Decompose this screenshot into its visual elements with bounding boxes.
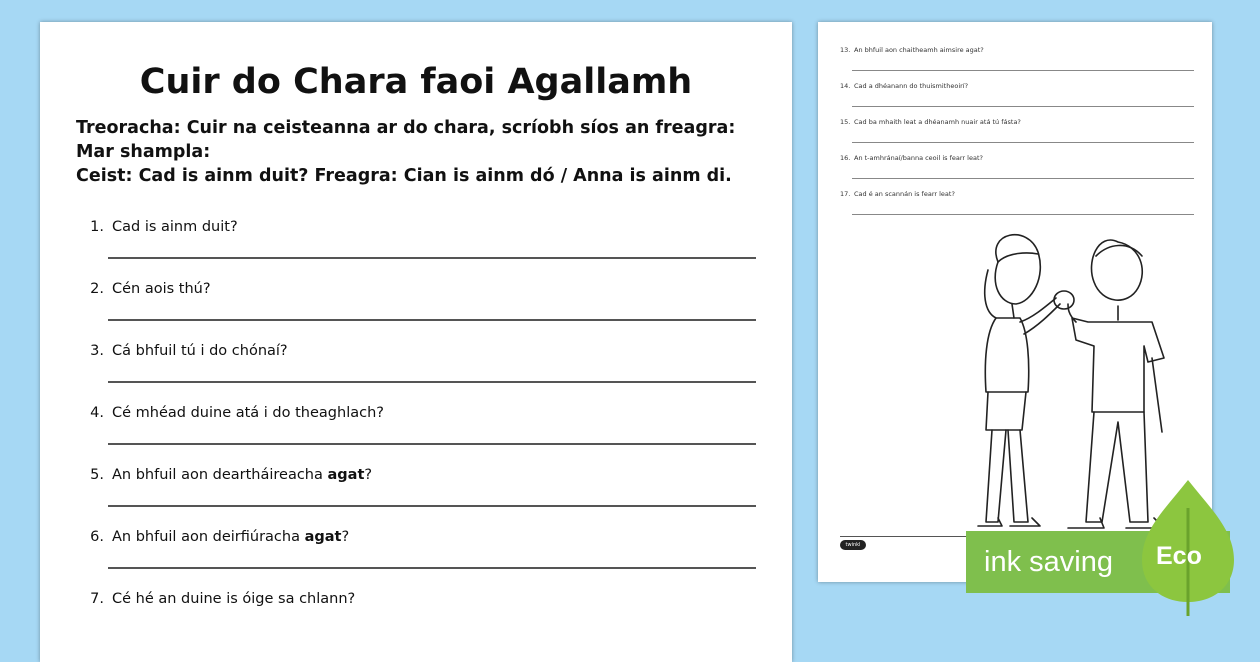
answer-line[interactable] [108, 381, 756, 383]
question-7 [84, 591, 756, 631]
question-text: An bhfuil aon chaitheamh aimsire agat? [854, 46, 984, 54]
instruction-line: Treoracha: Cuir na ceisteanna ar do chara, scríobh síos an freagra: [76, 118, 736, 138]
question-number: 3. [90, 343, 104, 359]
question-3 [84, 343, 756, 383]
ink-saving-label: ink saving [984, 545, 1113, 578]
question-1 [84, 219, 756, 259]
question-14 [840, 82, 1194, 112]
question-text: Cad ba mhaith leat a dhéanamh nuair atá tú fásta? [854, 118, 1021, 126]
worksheet-page-1 [40, 22, 792, 662]
question-17 [840, 190, 1194, 220]
question-5 [84, 467, 756, 507]
answer-line[interactable] [852, 142, 1194, 143]
question-number: 14. [840, 82, 851, 90]
worksheet-title: Cuir do Chara faoi Agallamh [139, 62, 693, 102]
answer-line[interactable] [108, 319, 756, 321]
question-number: 15. [840, 118, 851, 126]
question-number: 1. [90, 219, 104, 235]
question-text: An bhfuil aon deartháireacha agat? [112, 467, 373, 483]
instructions [76, 116, 772, 188]
question-number: 17. [840, 190, 851, 198]
question-2 [84, 281, 756, 321]
question-text: Cad is ainm duit? [112, 219, 238, 235]
question-13 [840, 46, 1194, 76]
question-number: 2. [90, 281, 104, 297]
twinkl-logo [840, 540, 866, 550]
question-text: Cad a dhéanann do thuismitheoirí? [854, 82, 969, 90]
question-text: An bhfuil aon deirfiúracha agat? [112, 529, 350, 545]
question-text: Cad é an scannán is fearr leat? [854, 190, 955, 198]
question-number: 6. [90, 529, 104, 545]
answer-line[interactable] [852, 106, 1194, 107]
question-text: Cá bhfuil tú i do chónaí? [112, 343, 288, 359]
question-number: 7. [90, 591, 104, 607]
answer-line[interactable] [108, 567, 756, 569]
eco-badge-text: Eco [1156, 542, 1202, 570]
answer-line[interactable] [852, 214, 1194, 215]
instruction-line: Mar shampla: [76, 142, 211, 162]
logo-text: twinkl [845, 542, 861, 548]
question-6 [84, 529, 756, 569]
instruction-line: Ceist: Cad is ainm duit? Freagra: Cian is ainm dó / Anna is ainm di. [76, 166, 732, 186]
question-text: Cé mhéad duine atá i do theaghlach? [112, 405, 384, 421]
question-15 [840, 118, 1194, 148]
answer-line[interactable] [108, 443, 756, 445]
answer-line[interactable] [852, 70, 1194, 71]
question-4 [84, 405, 756, 445]
question-text: Cé hé an duine is óige sa chlann? [112, 591, 356, 607]
answer-line[interactable] [852, 178, 1194, 179]
question-text: Cén aois thú? [112, 281, 211, 297]
question-number: 4. [90, 405, 104, 421]
answer-line[interactable] [108, 505, 756, 507]
question-number: 13. [840, 46, 851, 54]
answer-line[interactable] [108, 257, 756, 259]
question-16 [840, 154, 1194, 184]
question-text: An t-amhránaí/banna ceoil is fearr leat? [854, 154, 983, 162]
question-number: 16. [840, 154, 851, 162]
question-number: 5. [90, 467, 104, 483]
